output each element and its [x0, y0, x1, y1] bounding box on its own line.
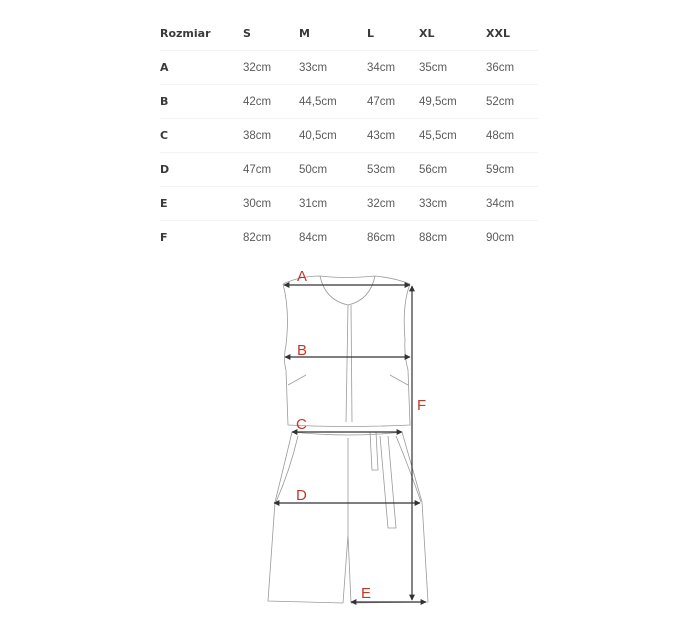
top-garment-outline [283, 276, 410, 427]
cell-value: 52cm [486, 85, 538, 119]
cell-value: 50cm [299, 153, 367, 187]
cell-value: 33cm [419, 187, 486, 221]
size-chart-table [160, 17, 538, 254]
cell-value: 36cm [486, 51, 538, 85]
cell-value: 35cm [419, 51, 486, 85]
cell-value: 48cm [486, 119, 538, 153]
header-xl: XL [419, 17, 486, 51]
label-c: C [296, 416, 307, 433]
row-label: F [160, 231, 168, 244]
cell-value: 47cm [367, 85, 419, 119]
label-b: B [297, 342, 308, 359]
row-label: D [160, 153, 243, 187]
header-size: Rozmiar [160, 17, 243, 51]
cell-value: 34cm [486, 187, 538, 221]
table-row [160, 51, 538, 85]
table-row [160, 85, 538, 119]
cell-value: 38cm [243, 119, 299, 153]
cell-value: 32cm [367, 187, 419, 221]
label-d: D [296, 487, 307, 504]
cell-value: 59cm [486, 153, 538, 187]
table-row [160, 119, 538, 153]
cell-value: 86cm [367, 231, 396, 244]
cell-value: 31cm [299, 187, 367, 221]
cell-value: 47cm [243, 153, 299, 187]
cell-value: 43cm [367, 119, 419, 153]
cell-value: 84cm [299, 231, 328, 244]
cell-value: 33cm [299, 51, 367, 85]
row-label: A [160, 51, 243, 85]
cell-value: 90cm [486, 231, 515, 244]
cell-value: 53cm [367, 153, 419, 187]
header-m: M [299, 17, 367, 51]
row-label: B [160, 85, 243, 119]
cell-value: 32cm [243, 51, 299, 85]
cell-value: 45,5cm [419, 119, 486, 153]
cell-value: 30cm [243, 187, 299, 221]
table-row [160, 153, 538, 187]
measurement-lines [274, 285, 426, 602]
cell-value: 40,5cm [299, 119, 367, 153]
row-label: E [160, 187, 243, 221]
table-row [160, 221, 538, 255]
table-row [160, 187, 538, 221]
cell-value: 56cm [419, 153, 486, 187]
header-l: L [367, 17, 419, 51]
cell-value: 82cm [243, 231, 272, 244]
label-f: F [417, 397, 427, 414]
cell-value: 44,5cm [299, 85, 367, 119]
cell-value: 42cm [243, 85, 299, 119]
row-label: C [160, 119, 243, 153]
cell-value: 88cm [419, 231, 448, 244]
label-e: E [361, 585, 372, 602]
table-header-row [160, 17, 538, 51]
header-xxl: XXL [486, 17, 538, 51]
cell-value: 49,5cm [419, 85, 486, 119]
label-a: A [297, 268, 308, 285]
cell-value: 34cm [367, 51, 419, 85]
shorts-outline [268, 432, 428, 603]
header-s: S [243, 17, 299, 51]
